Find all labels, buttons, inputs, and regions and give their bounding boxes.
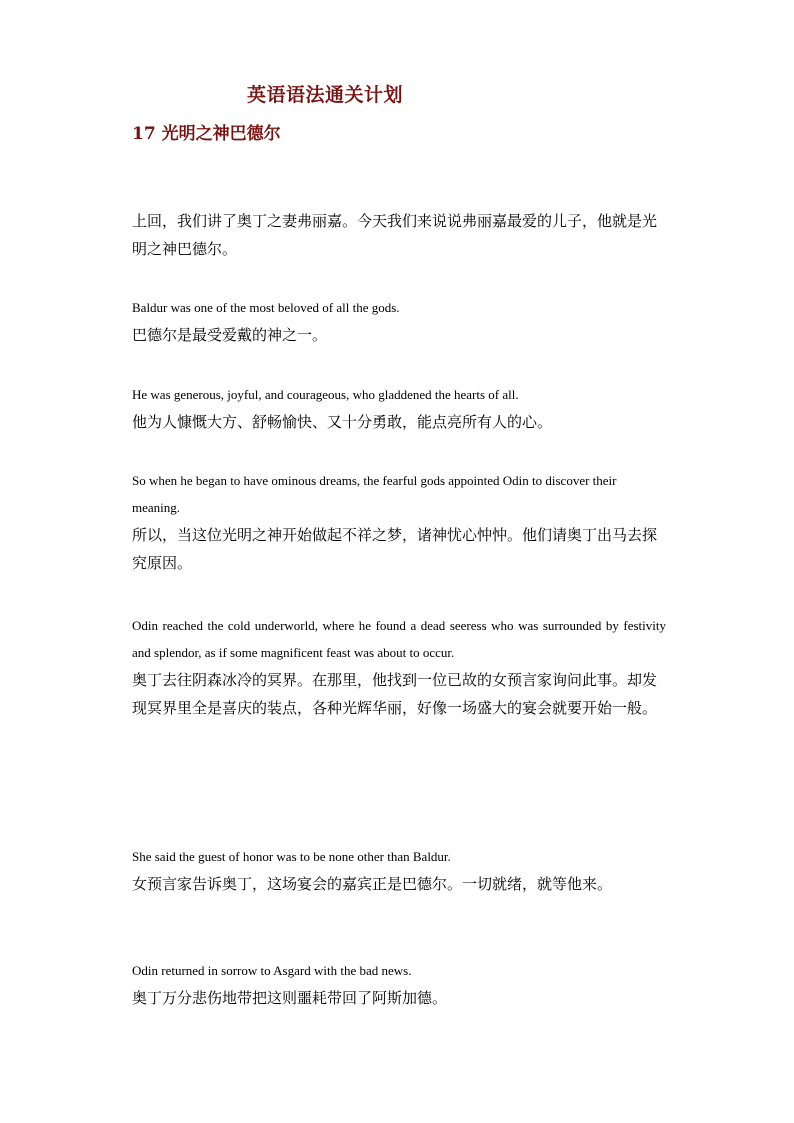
intro-paragraph: 上回，我们讲了奥丁之妻弗丽嘉。今天我们来说说弗丽嘉最爱的儿子，他就是光明之神巴德尔。 [132,212,658,258]
chinese-translation: 巴德尔是最受爱戴的神之一。 [132,326,328,344]
english-sentence: So when he began to have ominous dreams, the fearful gods appointed Odin to discover their meaning. [132,473,617,515]
chinese-translation: 他为人慷慨大方、舒畅愉快、又十分勇敢，能点亮所有人的心。 [132,413,553,431]
english-sentence: He was generous, joyful, and courageous, who gladdened the hearts of all. [132,387,519,402]
sentence-pair-4 [132,612,666,722]
english-sentence: Baldur was one of the most beloved of all the gods. [132,300,400,315]
chinese-translation: 女预言家告诉奥丁，这场宴会的嘉宾正是巴德尔。一切就绪，就等他来。 [132,875,613,893]
english-sentence: Odin returned in sorrow to Asgard with the bad news. [132,963,412,978]
sentence-pair-1 [132,294,666,349]
sentence-pair-6 [132,957,666,1012]
chinese-translation: 奥丁万分悲伤地带把这则噩耗带回了阿斯加德。 [132,989,448,1007]
sentence-pair-3 [132,467,666,577]
chinese-translation: 奥丁去往阴森冰冷的冥界。在那里，他找到一位已故的女预言家询问此事。却发现冥界里全是喜庆的装点，各种光辉华丽，好像一场盛大的宴会就要开始一般。 [132,671,658,717]
lesson-heading: 17 光明之神巴德尔 [132,124,281,144]
english-sentence: Odin reached the cold underworld, where he found a dead seeress who was surrounded by festivity and splendor, as if some magnificent feast was about to occur. [132,618,666,660]
sentence-pair-2 [132,381,666,436]
chinese-translation: 所以，当这位光明之神开始做起不祥之梦，诸神忧心忡忡。他们请奥丁出马去探究原因。 [132,526,658,572]
english-sentence: She said the guest of honor was to be none other than Baldur. [132,849,451,864]
sentence-pair-5 [132,843,666,898]
document-title: 英语语法通关计划 [247,84,404,106]
